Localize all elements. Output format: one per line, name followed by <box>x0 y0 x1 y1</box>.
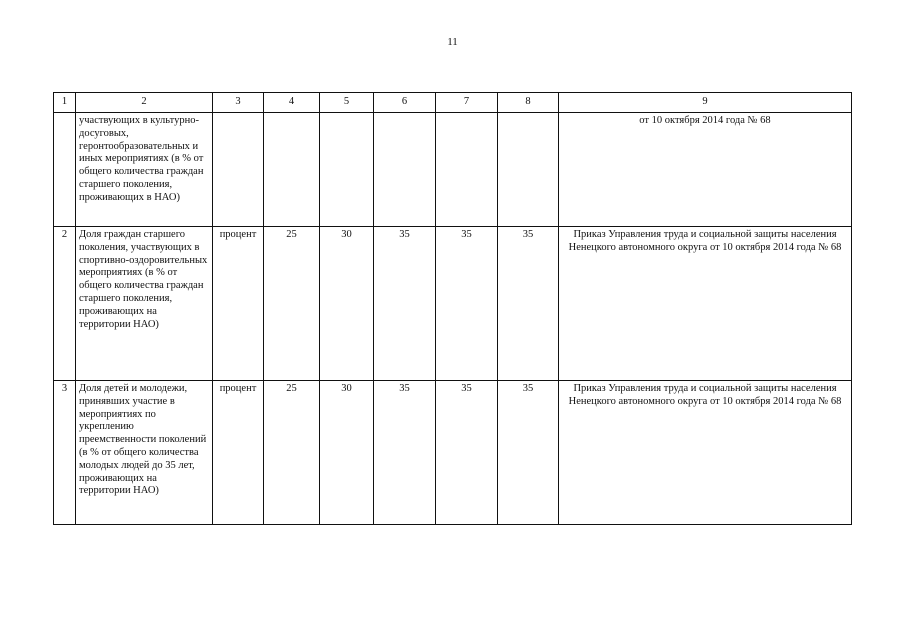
value-col-7: 35 <box>436 227 498 381</box>
value-col-7 <box>436 113 498 227</box>
header-col-9: 9 <box>559 93 852 113</box>
value-col-4: 25 <box>264 227 320 381</box>
table-row <box>54 227 852 381</box>
value-col-8 <box>498 113 559 227</box>
header-col-7: 7 <box>436 93 498 113</box>
indicator-name: Доля детей и молодежи, принявших участие в мероприятиях по укреплению преемственности поколений (в % от общего количества молодых людей до 35 лет, проживающих на территории НАО) <box>76 381 213 525</box>
value-col-4: 25 <box>264 381 320 525</box>
value-col-7: 35 <box>436 381 498 525</box>
header-col-3: 3 <box>213 93 264 113</box>
value-col-8: 35 <box>498 381 559 525</box>
header-col-8: 8 <box>498 93 559 113</box>
unit-cell <box>213 113 264 227</box>
value-col-6 <box>374 113 436 227</box>
header-col-6: 6 <box>374 93 436 113</box>
table-header-row <box>54 93 852 113</box>
value-col-4 <box>264 113 320 227</box>
indicators-table <box>53 92 852 525</box>
unit-cell: процент <box>213 227 264 381</box>
value-col-5: 30 <box>320 381 374 525</box>
source-document: Приказ Управления труда и социальной защиты населения Ненецкого автономного округа от 10 октября 2014 года № 68 <box>559 227 852 381</box>
indicator-name: участвующих в культурно-досуговых, геронтообразовательных и иных мероприятиях (в % от общего количества граждан старшего поколения, проживающих в НАО) <box>76 113 213 227</box>
value-col-6: 35 <box>374 227 436 381</box>
row-number <box>54 113 76 227</box>
row-number: 2 <box>54 227 76 381</box>
value-col-8: 35 <box>498 227 559 381</box>
unit-cell: процент <box>213 381 264 525</box>
page-number: 11 <box>447 36 458 48</box>
header-col-4: 4 <box>264 93 320 113</box>
table-row <box>54 113 852 227</box>
indicator-name: Доля граждан старшего поколения, участвующих в спортивно-оздоровительных мероприятиях (в % от общего количества граждан старшего поколения, проживающих на территории НАО) <box>76 227 213 381</box>
value-col-5: 30 <box>320 227 374 381</box>
value-col-6: 35 <box>374 381 436 525</box>
value-col-5 <box>320 113 374 227</box>
header-col-1: 1 <box>54 93 76 113</box>
source-document: от 10 октября 2014 года № 68 <box>559 113 852 227</box>
header-col-2: 2 <box>76 93 213 113</box>
header-col-5: 5 <box>320 93 374 113</box>
table-row <box>54 381 852 525</box>
row-number: 3 <box>54 381 76 525</box>
source-document: Приказ Управления труда и социальной защиты населения Ненецкого автономного округа от 10 октября 2014 года № 68 <box>559 381 852 525</box>
